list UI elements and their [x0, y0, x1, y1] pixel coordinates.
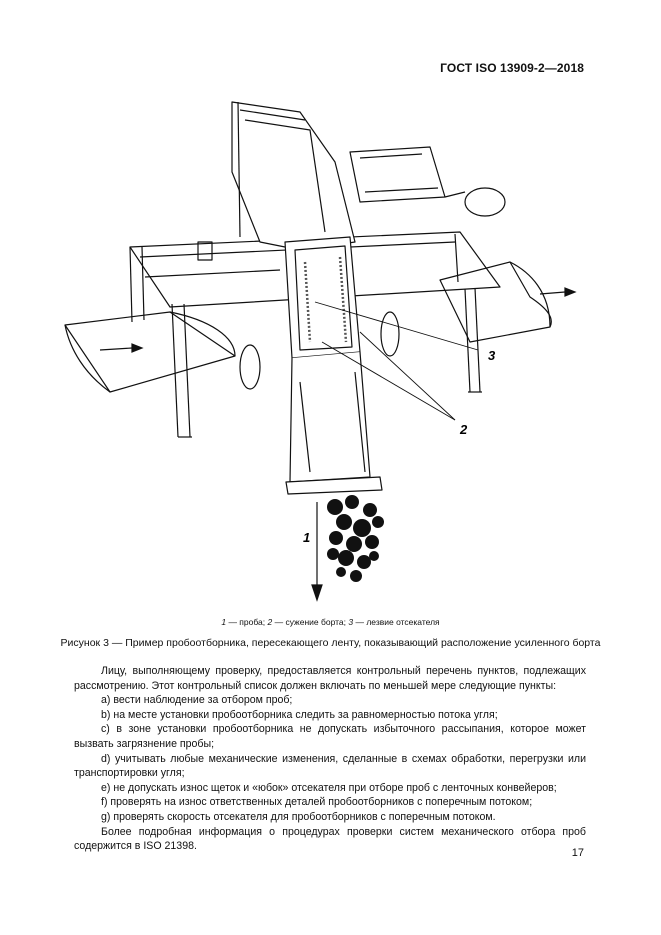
right-conveyor-belt — [440, 262, 551, 342]
checklist-item: b) на месте установки пробоотборника следить за равномерностью потока угля; — [101, 708, 498, 721]
intro-paragraph: Лицу, выполняющему проверку, предоставляется контрольный перечень пунктов, подлежащих рассмотрению. Этот контрольный список должен включать по меньшей мере следующие пункты: — [74, 665, 586, 692]
checklist-item: с) в зоне установки пробоотборника не допускать избыточного рассыпания, которое может вызвать загрязнение пробы; — [74, 723, 586, 750]
checklist-item: а) вести наблюдение за отбором проб; — [101, 694, 293, 707]
cutter-housing — [232, 102, 505, 250]
checklist-item: d) учитывать любые механические изменения, сделанные в схемах обработки, перегрузки или транспортировки угля; — [74, 752, 586, 780]
callout-3: 3 — [488, 348, 496, 363]
legend-text-2: — сужение борта; — [272, 617, 349, 627]
legend-num-2: 2 — [267, 617, 273, 627]
callout-2: 2 — [460, 422, 468, 437]
legend-text-3: — лезвие отсекателя — [353, 617, 440, 627]
left-roller — [240, 345, 260, 389]
checklist-item: f) проверять на износ ответственных деталей пробоотборников с поперечным потоком; — [101, 796, 533, 809]
legend-num-3: 3 — [348, 617, 354, 627]
coal-sample — [327, 495, 384, 582]
legend-text-1: — проба; — [226, 617, 268, 627]
figure-caption: Рисунок 3 — Пример пробоотборника, пересекающего ленту, показывающий расположение усиленного борта — [60, 637, 601, 649]
sampler-figure — [60, 92, 600, 612]
sample-chute — [285, 237, 382, 494]
left-conveyor-belt — [65, 312, 235, 392]
document-header: ГОСТ ISO 13909-2—2018 — [440, 61, 584, 75]
legend-num-1: 1 — [221, 617, 227, 627]
checklist-item: g) проверять скорость отсекателя для пробоотборников с поперечным потоком. — [101, 810, 496, 823]
body-text — [74, 664, 586, 854]
page-number: 17 — [571, 847, 584, 859]
figure-legend — [0, 617, 661, 627]
closing-paragraph: Более подробная информация о процедурах проверки систем механического отбора проб содержится в ISO 21398. — [74, 825, 586, 853]
callout-1: 1 — [303, 530, 311, 545]
right-roller — [381, 312, 399, 356]
checklist-item: е) не допускать износ щеток и «юбок» отсекателя при отборе проб с ленточных конвейеров; — [101, 781, 557, 794]
